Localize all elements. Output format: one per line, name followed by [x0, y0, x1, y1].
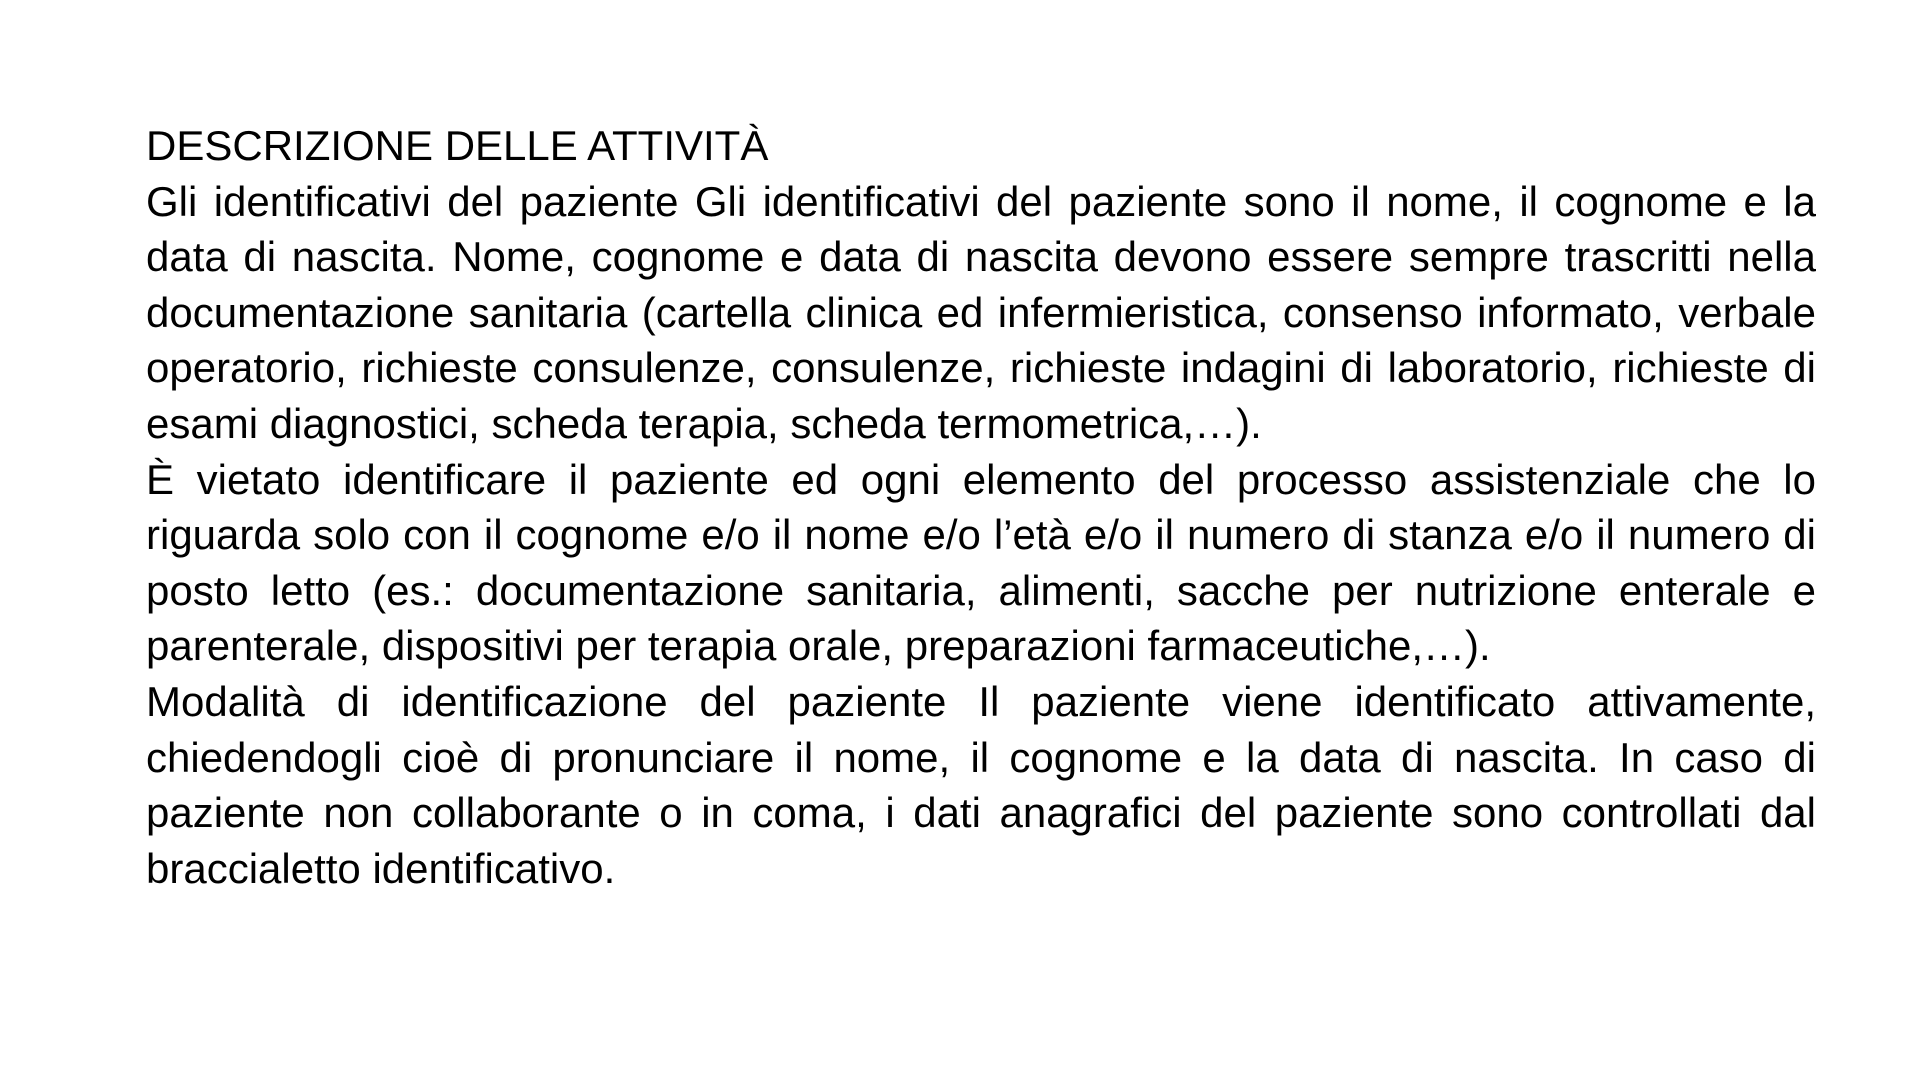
- paragraph-patient-identifiers: Gli identificativi del paziente Gli identificativi del paziente sono il nome, il cognome e la data di nascita. Nome, cognome e data di nascita devono essere sempre trascritti nella documentazione sanitaria (cartella clinica ed infermieristica, consenso informato, verbale operatorio, richieste consulenze, consulenze, richieste indagini di laboratorio, richieste di esami diagnostici, scheda terapia, scheda termometrica,…).: [146, 177, 1816, 447]
- paragraph-identification-method: Modalità di identificazione del paziente Il paziente viene identificato attivamente, chiedendogli cioè di pronunciare il nome, il cognome e la data di nascita. In caso di paziente non collaborante o in coma, i dati anagrafici del paziente sono controllati dal braccialetto identificativo.: [146, 677, 1816, 892]
- section-heading: DESCRIZIONE DELLE ATTIVITÀ: [146, 122, 769, 169]
- paragraph-prohibited-identification: È vietato identificare il paziente ed ogni elemento del processo assistenziale che lo riguarda solo con il cognome e/o il nome e/o l’età e/o il numero di stanza e/o il numero di posto letto (es.: documentazione sanitaria, alimenti, sacche per nutrizione enterale e parenterale, dispositivi per terapia orale, preparazioni farmaceutiche,…).: [146, 455, 1816, 670]
- document-page: [146, 118, 1816, 896]
